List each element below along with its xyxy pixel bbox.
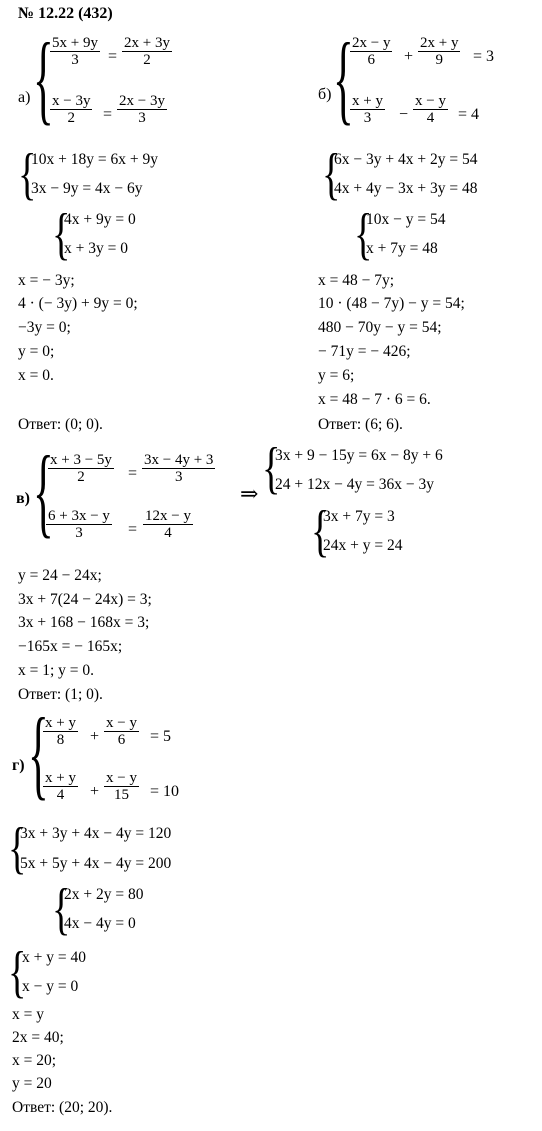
solution-step: y = 20 [12, 1075, 52, 1092]
answer: Ответ: (20; 20). [12, 1099, 113, 1116]
equation-line: 24x + y = 24 [323, 537, 403, 554]
solution-step: 4 · (− 3y) + 9y = 0; [18, 295, 138, 312]
equation-line: 3x + 7y = 3 [323, 508, 395, 525]
part-b-system2-brace: { [322, 142, 341, 206]
part-g-system4-brace: { [8, 940, 27, 1004]
part-b-system1-brace: { [333, 23, 354, 136]
solution-step: 3x + 7(24 − 24x) = 3; [18, 591, 152, 608]
solution-step: y = 24 − 24x; [18, 567, 102, 584]
part-a-label: а) [18, 89, 31, 106]
solution-step: x = 48 − 7y; [318, 272, 395, 289]
equation-line: 2x + 2y = 80 [64, 886, 144, 903]
solution-step: − 71y = − 426; [318, 343, 411, 360]
plus-sign: + [90, 783, 100, 800]
equals-sign: = [108, 48, 118, 65]
equation-line: 3x − 9y = 4x − 6y [31, 180, 143, 197]
fraction: $\frac{2x - 3y}{3}$ [119, 93, 165, 126]
exercise-number: № 12.22 (432) [18, 5, 113, 22]
equation-line: 4x − 4y = 0 [64, 915, 136, 932]
part-g-system2-brace: { [8, 816, 27, 880]
solution-step: x = 20; [12, 1052, 57, 1069]
equals-sign: = [128, 521, 138, 538]
part-a-system1-brace: { [33, 23, 54, 136]
part-g-system1-brace: { [28, 698, 49, 810]
equation-line: 5x + 5y + 4x − 4y = 200 [20, 855, 172, 872]
solution-step: y = 6; [318, 367, 355, 384]
solution-step: −3y = 0; [18, 319, 71, 336]
equation-line: x + y = 40 [22, 949, 86, 966]
fraction: $\frac{6 + 3x - y}{3}$ [48, 508, 110, 541]
part-v-label: в) [16, 490, 30, 507]
part-a-system3-brace: { [52, 202, 71, 266]
right-hand-side: = 10 [150, 783, 180, 800]
fraction: $\frac{2x + 3y}{2}$ [124, 35, 170, 68]
equation-line: 10x + 18y = 6x + 9y [31, 151, 158, 168]
equation-line: 4x + 9y = 0 [64, 211, 136, 228]
solution-step: x = 48 − 7 · 6 = 6. [318, 391, 431, 408]
right-hand-side: = 4 [458, 106, 480, 123]
part-v-system3-brace: { [311, 499, 330, 563]
fraction: $\frac{5x + 9y}{3}$ [52, 35, 98, 68]
answer: Ответ: (0; 0). [18, 416, 103, 433]
fraction: $\frac{x + 3 - 5y}{2}$ [50, 452, 112, 485]
fraction: $\frac{x + y}{4}$ [45, 770, 76, 803]
equation-line: 10x − y = 54 [366, 211, 446, 228]
equation-line: x + 7y = 48 [366, 240, 438, 257]
equation-line: x − y = 0 [22, 978, 79, 995]
answer: Ответ: (1; 0). [18, 686, 103, 703]
part-a-system2-brace: { [18, 142, 37, 206]
equation-line: x + 3y = 0 [64, 240, 128, 257]
equation-line: 24 + 12x − 4y = 36x − 3y [275, 476, 434, 493]
solution-step: 3x + 168 − 168x = 3; [18, 614, 150, 631]
right-hand-side: = 3 [473, 48, 495, 65]
part-g-label: г) [12, 757, 25, 774]
answer: Ответ: (6; 6). [318, 416, 403, 433]
solution-step: x = − 3y; [18, 272, 75, 289]
fraction: $\frac{x + y}{8}$ [45, 715, 76, 748]
solution-step: x = 1; y = 0. [18, 662, 95, 679]
solution-step: x = y [12, 1006, 44, 1023]
fraction: $\frac{x + y}{3}$ [352, 93, 383, 126]
solution-step: 2x = 40; [12, 1029, 64, 1046]
minus-sign: − [399, 106, 409, 123]
equation-line: 6x − 3y + 4x + 2y = 54 [334, 151, 478, 168]
part-g-system3-brace: { [52, 877, 71, 941]
fraction: $\frac{2x - y}{6}$ [352, 35, 391, 68]
part-v-system1-brace: { [33, 436, 54, 548]
fraction: $\frac{x - y}{15}$ [106, 770, 137, 803]
equation-line: 4x + 4y − 3x + 3y = 48 [334, 180, 478, 197]
solution-step: −165x = − 165x; [18, 638, 123, 655]
equation-line: 3x + 3y + 4x − 4y = 120 [20, 825, 172, 842]
equals-sign: = [128, 465, 138, 482]
plus-sign: + [404, 48, 414, 65]
part-v-system2-brace: { [262, 436, 281, 500]
part-b-system3-brace: { [354, 202, 373, 266]
right-hand-side: = 5 [150, 728, 172, 745]
fraction: $\frac{x - 3y}{2}$ [52, 93, 91, 126]
equals-sign: = [103, 106, 113, 123]
solution-step: 10 · (48 − 7y) − y = 54; [318, 295, 465, 312]
implies-arrow: ⇒ [240, 481, 259, 506]
plus-sign: + [90, 728, 100, 745]
fraction: $\frac{2x + y}{9}$ [420, 35, 459, 68]
part-b-label: б) [318, 86, 332, 103]
fraction: $\frac{3x - 4y + 3}{3}$ [144, 452, 214, 485]
solution-step: y = 0; [18, 343, 55, 360]
solution-step: 480 − 70y − y = 54; [318, 319, 442, 336]
fraction: $\frac{x - y}{4}$ [415, 93, 446, 126]
fraction: $\frac{x - y}{6}$ [106, 715, 137, 748]
fraction: $\frac{12x - y}{4}$ [145, 508, 191, 541]
solution-step: x = 0. [18, 367, 54, 384]
equation-line: 3x + 9 − 15y = 6x − 8y + 6 [275, 447, 443, 464]
